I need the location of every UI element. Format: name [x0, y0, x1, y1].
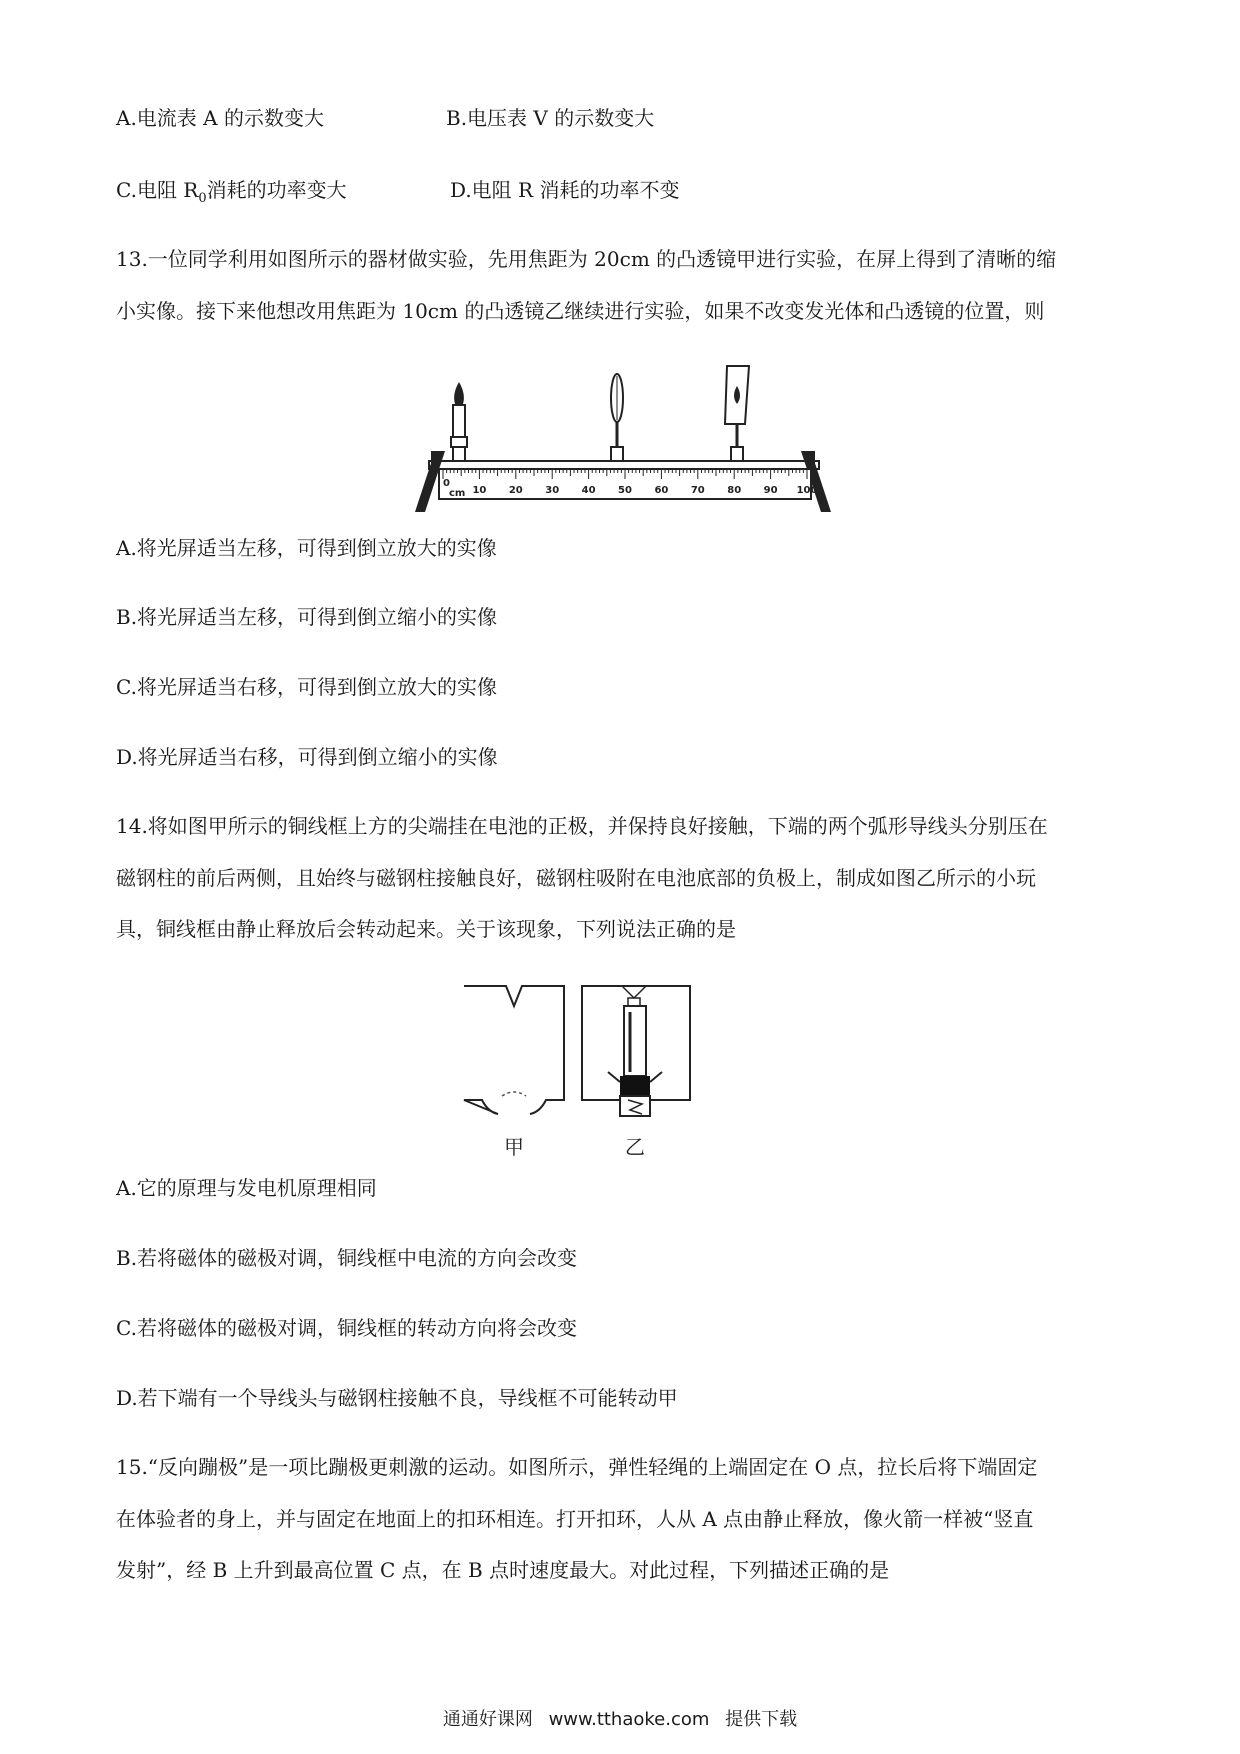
- light-screen-icon: [725, 366, 749, 461]
- magnet-icon: [620, 1076, 650, 1096]
- q12-option-a: A.电流表 A 的示数变大: [116, 106, 324, 130]
- q15-stem-line-1: 15.“反向蹦极”是一项比蹦极更刺激的运动。如图所示，弹性轻绳的上端固定在 O 点，拉长后将下端固定: [116, 1455, 1038, 1479]
- battery-positive-terminal: [628, 998, 640, 1006]
- q12-option-c-tail: 消耗的功率变大: [206, 178, 347, 202]
- page-footer: [0, 1708, 1240, 1732]
- q14-stem-line-3: 具，铜线框由静止释放后会转动起来。关于该现象，下列说法正确的是: [116, 917, 736, 941]
- q14-stem-line-2: 磁钢柱的前后两侧，且始终与磁钢柱接触良好，磁钢柱吸附在电池底部的负极上，制成如图乙所示的小玩: [116, 866, 1036, 890]
- homopolar-motor-figure: [458, 984, 698, 1164]
- q13-stem-line-2: 小实像。接下来他想改用焦距为 10cm 的凸透镜乙继续进行实验，如果不改变发光体和凸透镜的位置，则: [116, 299, 1045, 323]
- candle-icon: [451, 382, 467, 461]
- ruler-tick-label: 0: [443, 478, 450, 489]
- q12-option-c-text: C.电阻 R: [116, 178, 199, 202]
- footer-note: 提供下载: [725, 1709, 798, 1730]
- convex-lens-icon: [611, 374, 623, 461]
- ruler-tick-label: 50: [618, 485, 632, 496]
- battery-motor-yi: [582, 986, 690, 1116]
- ruler-tick-label: 60: [654, 485, 669, 496]
- q12-option-d: D.电阻 R 消耗的功率不变: [450, 178, 680, 202]
- battery-icon: [624, 1006, 646, 1076]
- q13-option-c: C.将光屏适当右移，可得到倒立放大的实像: [116, 675, 497, 699]
- footer-url[interactable]: www.tthaoke.com: [548, 1709, 710, 1730]
- ruler-tick-label: 80: [727, 485, 742, 496]
- q13-stem-line-1: 13.一位同学利用如图所示的器材做实验，先用焦距为 20cm 的凸透镜甲进行实验，在屏上得到了清晰的缩: [116, 247, 1057, 271]
- q14-option-b: B.若将磁体的磁极对调，铜线框中电流的方向会改变: [116, 1246, 578, 1270]
- q13-option-d: D.将光屏适当右移，可得到倒立缩小的实像: [116, 745, 498, 769]
- q13-option-b: B.将光屏适当左移，可得到倒立缩小的实像: [116, 605, 498, 629]
- footer-site-name: 通通好课网: [442, 1709, 533, 1730]
- q14-option-d: D.若下端有一个导线头与磁钢柱接触不良，导线框不可能转动甲: [116, 1386, 678, 1410]
- q12-option-c: [116, 176, 347, 213]
- ruler-tick-label: 40: [581, 485, 596, 496]
- q12-option-c-subscript: 0: [198, 191, 207, 206]
- ruler-tick-label: 90: [763, 485, 778, 496]
- ruler-tick-label: 30: [545, 485, 560, 496]
- ruler-tick-label: 20: [508, 485, 523, 496]
- optical-rail: [429, 461, 819, 469]
- q13-option-a: A.将光屏适当左移，可得到倒立放大的实像: [116, 536, 497, 560]
- ruler-tick-label: 10: [472, 485, 487, 496]
- q12-option-b: B.电压表 V 的示数变大: [446, 106, 655, 130]
- q15-stem-line-2: 在体验者的身上，并与固定在地面上的扣环相连。打开扣环，人从 A 点由静止释放，像火箭一样被“竖直: [116, 1507, 1034, 1531]
- q15-stem-line-3: 发射”，经 B 上升到最高位置 C 点，在 B 点时速度最大。对此过程，下列描述正确的是: [116, 1558, 890, 1582]
- q14-stem-line-1: 14.将如图甲所示的铜线框上方的尖端挂在电池的正极，并保持良好接触，下端的两个弧形导线头分别压在: [116, 814, 1048, 838]
- copper-frame-jia: [464, 986, 564, 1114]
- figure-label-jia: 甲: [504, 1135, 524, 1159]
- ruler-unit: cm: [449, 488, 466, 499]
- q14-option-a: A.它的原理与发电机原理相同: [116, 1176, 377, 1200]
- optical-bench-figure: [413, 364, 835, 516]
- ruler-tick-label: 100: [796, 485, 818, 496]
- ruler-tick-label: 70: [690, 485, 705, 496]
- figure-label-yi: 乙: [625, 1135, 645, 1159]
- q14-option-c: C.若将磁体的磁极对调，铜线框的转动方向将会改变: [116, 1316, 577, 1340]
